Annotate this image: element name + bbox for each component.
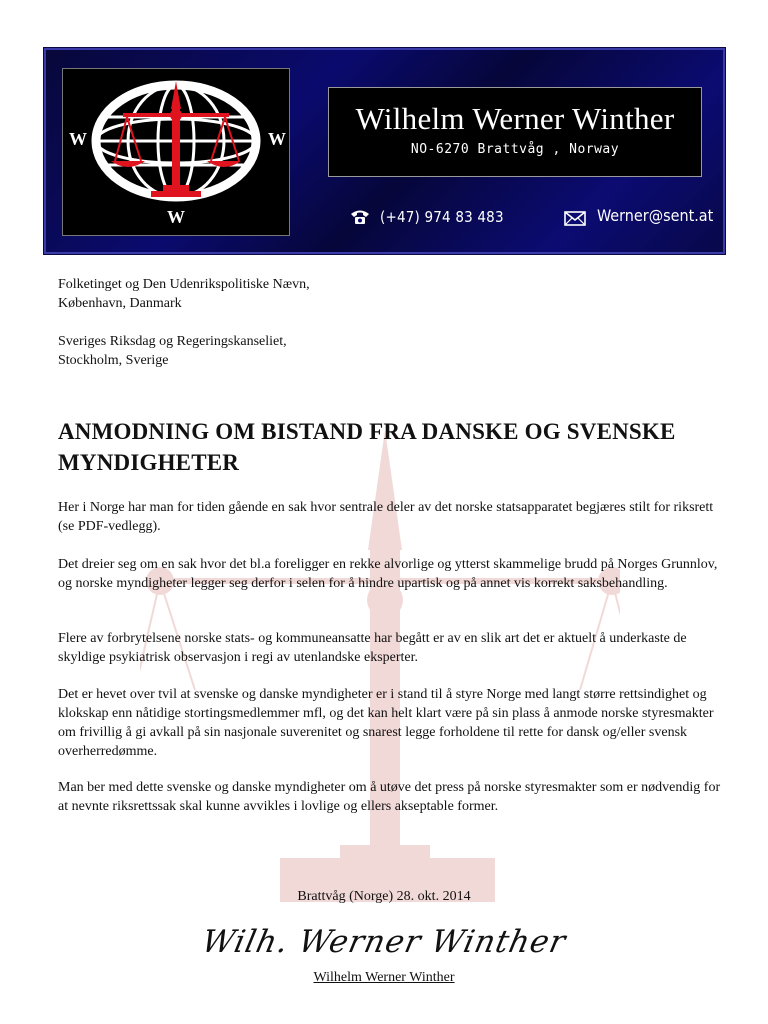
- body-paragraph: Her i Norge har man for tiden gående en sak hvor sentrale deler av det norske statsapparatet begjæres stilt for riksrett (se PDF-vedlegg).: [58, 500, 714, 534]
- letterhead: [44, 48, 725, 254]
- title-line: MYNDIGHETER: [58, 450, 240, 475]
- letter-title: [58, 416, 718, 478]
- name-plate: [328, 87, 702, 177]
- signature-name: Wilhelm Werner Winther: [313, 970, 455, 985]
- sender-name: Wilhelm Werner Winther: [355, 101, 675, 136]
- body-paragraph: Det er hevet over tvil at svenske og danske myndigheter er i stand til å styre Norge med langt større rettsindighet og klokskap enn nåtidige stortingsmedlemmer mfl, og det kan helt klart være på sin plass å anmode norske styresmakter om frivillig å gi avkall på sin nasjonale suverenitet og snarest legge forholdene til rette for dansk og/eller svensk overherredømme.: [58, 687, 714, 759]
- body-paragraph: Flere av forbrytelsene norske stats- og kommuneansatte har begått er av en slik art det er aktuelt å underkaste de skyldige psykiatrisk observasjon i regi av utenlandske eksperter.: [58, 631, 687, 665]
- recipient-block-denmark: [58, 275, 310, 313]
- place-and-date: Brattvåg (Norge) 28. okt. 2014: [297, 889, 471, 904]
- recipient-line: København, Danmark: [58, 296, 182, 311]
- logo-letter-right: W: [268, 129, 286, 149]
- recipient-line: Stockholm, Sverige: [58, 353, 169, 368]
- logo-letter-left: W: [69, 129, 87, 149]
- recipient-line: Folketinget og Den Udenrikspolitiske Nævn,: [58, 277, 310, 292]
- telephone-icon: [350, 209, 370, 225]
- body-paragraph: Det dreier seg om en sak hvor det bl.a foreligger en rekke alvorlige og ytterst skammelige brudd på Norges Grunnlov, og norske myndigheter legger seg derfor i selen for å hindre upartisk og på annet vis korrekt saksbehandling.: [58, 557, 718, 591]
- scales-globe-logo: [62, 68, 290, 236]
- envelope-icon: [564, 211, 586, 226]
- contact-row: [346, 205, 714, 231]
- email-address: Werner@sent.at: [597, 206, 714, 225]
- body-paragraph: Man ber med dette svenske og danske myndigheter om å utøve det press på norske styresmakter som er nødvendig for at nevnte riksrettssak skal kunne avvikles i lovlige og ellers akseptable former.: [58, 780, 721, 814]
- sender-address: NO-6270 Brattvåg , Norway: [410, 142, 620, 157]
- logo-letter-bottom: W: [167, 207, 185, 227]
- recipient-block-sweden: [58, 332, 287, 370]
- handwritten-signature: Wilh. Werner Winther: [198, 924, 570, 960]
- phone-number: (+47) 974 83 483: [380, 208, 504, 226]
- title-line: ANMODNING OM BISTAND FRA DANSKE OG SVENSKE: [58, 419, 676, 444]
- recipient-line: Sveriges Riksdag og Regeringskanseliet,: [58, 334, 287, 349]
